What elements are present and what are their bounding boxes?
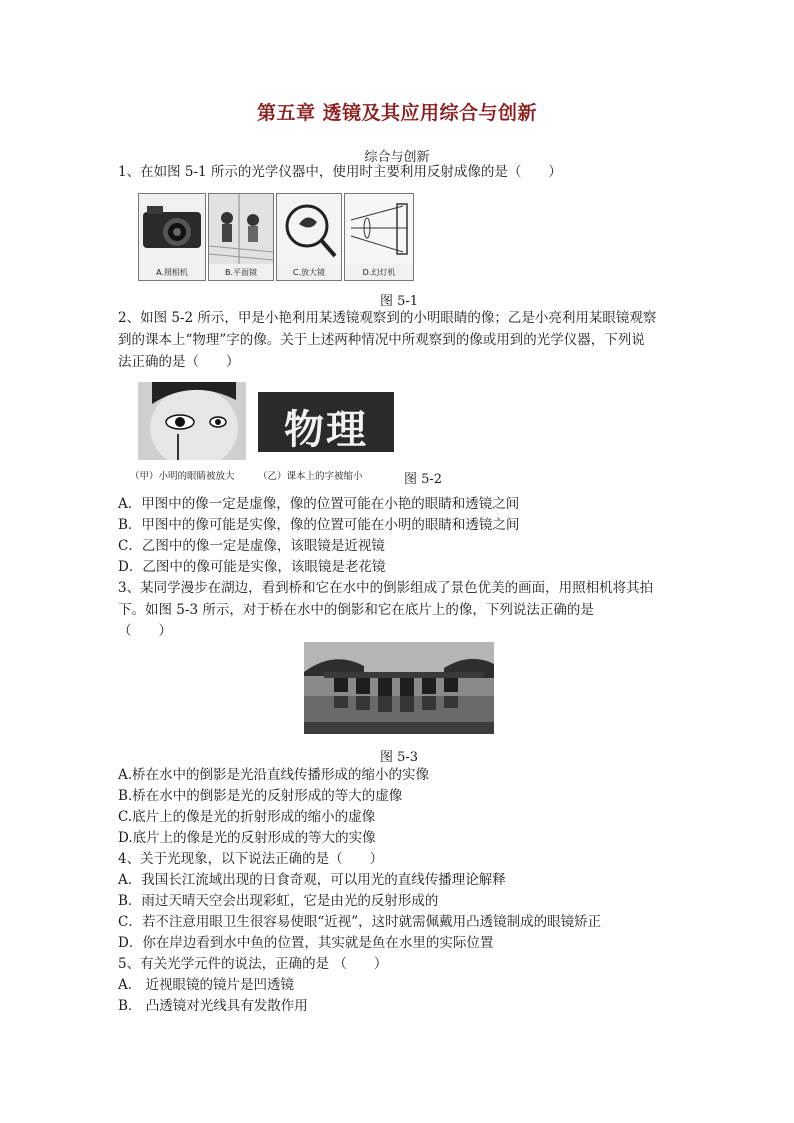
chapter-title: 第五章 透镜及其应用综合与创新 [256, 102, 538, 124]
q4-option-d: D．你在岸边看到水中鱼的位置，其实就是鱼在水里的实际位置 [118, 935, 494, 951]
q5-option-a: A． 近视眼镜的镜片是凹透镜 [118, 977, 295, 993]
q4-stem: 4、关于光现象，以下说法正确的是（ ） [118, 851, 384, 867]
panel-label-d: D.幻灯机 [362, 268, 396, 277]
q2-stem-line-1: 2、如图 5-2 所示，甲是小艳利用某透镜观察到的小明眼睛的像；乙是小亮利用某眼镜观察 [118, 310, 657, 326]
q3-option-c: C.底片上的像是光的折射形成的缩小的虚像 [118, 809, 376, 825]
wuli-word: 物理 [284, 407, 368, 452]
q3-stem-line-3: （ ） [118, 623, 172, 639]
magnified-eye-image [138, 382, 246, 460]
q5-stem: 5、有关光学元件的说法，正确的是 （ ） [118, 956, 388, 972]
figure-5-2-caption-left: （甲）小明的眼睛被放大 [130, 471, 235, 482]
q3-option-d: D.底片上的像是光的反射形成的等大的实像 [118, 830, 376, 846]
face-icon [138, 382, 246, 460]
panel-label-c: C.放大镜 [292, 268, 326, 277]
magnifier-image [276, 193, 342, 281]
projector-image [344, 193, 414, 281]
bridge-photo [304, 642, 494, 734]
q3-option-b: B.桥在水中的倒影是光的反射形成的等大的虚像 [118, 788, 403, 804]
figure-5-3-caption: 图 5-3 [380, 750, 419, 765]
panel-label-a: A.照相机 [156, 268, 188, 277]
q2-option-c: C．乙图中的像一定是虚像，该眼镜是近视镜 [118, 538, 385, 554]
q2-stem-line-2: 到的课本上“物理”字的像。关于上述两种情况中所观察到的像或用到的光学仪器，下列说 [118, 332, 645, 348]
camera-image [138, 193, 206, 281]
q2-option-d: D．乙图中的像可能是实像，该眼镜是老花镜 [118, 559, 386, 575]
figure-5-2 [130, 382, 400, 462]
q2-option-b: B．甲图中的像可能是实像，像的位置可能在小明的眼睛和透镜之间 [118, 517, 520, 533]
q4-option-c: C．若不注意用眼卫生很容易使眼“近视”，这时就需佩戴用凸透镜制成的眼镜矫正 [118, 914, 602, 930]
figure-5-1 [138, 193, 414, 281]
figure-5-3 [304, 642, 494, 734]
camera-icon [139, 194, 205, 264]
figure-5-1-caption: 图 5-1 [380, 294, 419, 309]
figure-5-2-caption: 图 5-2 [404, 472, 443, 487]
section-subtitle: 综合与创新 [364, 150, 430, 165]
q4-option-a: A．我国长江流域出现的日食奇观，可以用光的直线传播理论解释 [118, 872, 506, 888]
shrunk-text-image [258, 392, 394, 452]
q5-option-b: B． 凸透镜对光线具有发散作用 [118, 998, 308, 1014]
q1-stem: 1、在如图 5-1 所示的光学仪器中，使用时主要利用反射成像的是（ ） [118, 164, 562, 180]
projector-diagram-icon [345, 194, 413, 264]
q3-stem-line-2: 下。如图 5-3 所示，对于桥在水中的倒影和它在底片上的像，下列说法正确的是 [118, 602, 594, 618]
figure-5-2-caption-right: （乙）课本上的字被缩小 [258, 471, 363, 482]
magnifier-icon [277, 194, 341, 264]
q2-stem-line-3: 法正确的是（ ） [118, 354, 240, 370]
mirror-image [208, 193, 274, 281]
q4-option-b: B．雨过天晴天空会出现彩虹，它是由光的反射形成的 [118, 893, 439, 909]
plane-mirror-icon [209, 194, 273, 264]
panel-label-b: B.平面镜 [224, 268, 258, 277]
q2-option-a: A．甲图中的像一定是虚像，像的位置可能在小艳的眼睛和透镜之间 [118, 496, 520, 512]
q3-option-a: A.桥在水中的倒影是光沿直线传播形成的缩小的实像 [118, 767, 430, 783]
q3-stem-line-1: 3、某同学漫步在湖边，看到桥和它在水中的倒影组成了景色优美的画面，用照相机将其拍 [118, 580, 654, 596]
